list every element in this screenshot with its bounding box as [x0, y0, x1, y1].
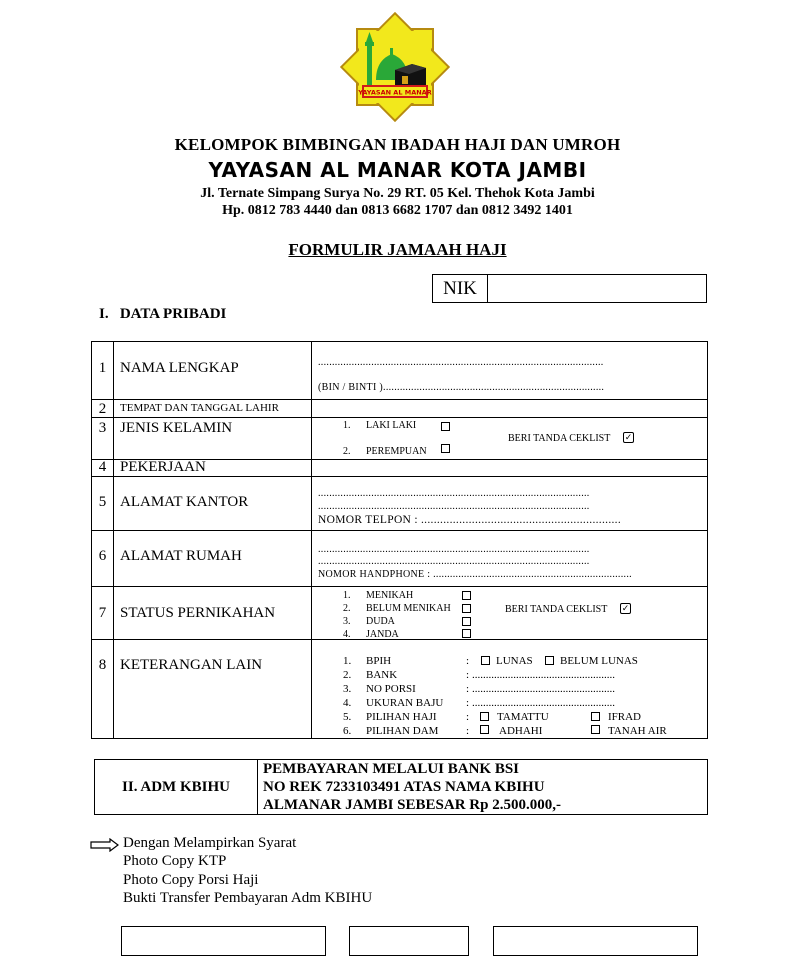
checkbox-belum-menikah[interactable] [462, 604, 471, 613]
checkbox-tamattu[interactable] [480, 712, 489, 721]
requirement-item: Bukti Transfer Pembayaran Adm KBIHU [123, 890, 373, 906]
hint-beri-tanda-ceklist-2: BERI TANDA CEKLIST [505, 604, 608, 615]
arrow-right-icon [90, 838, 120, 852]
adm-kbihu-box [94, 759, 708, 815]
field-bin-binti[interactable]: (BIN / BINTI )............................................................................... [318, 382, 605, 393]
adm-line-3: ALMANAR JAMBI SEBESAR Rp 2.500.000,- [263, 797, 561, 813]
checkbox-perempuan[interactable] [441, 444, 450, 453]
field-alamat-rumah-2[interactable]: ................................................................................................. [318, 556, 590, 567]
svg-text:YAYASAN AL MANAR: YAYASAN AL MANAR [358, 88, 432, 97]
org-phone: Hp. 0812 783 4440 dan 0813 6682 1707 dan 0812 3492 1401 [222, 203, 573, 218]
org-address: Jl. Ternate Simpang Surya No. 29 RT. 05 Kel. Thehok Kota Jambi [200, 186, 595, 201]
checkbox-lunas[interactable] [481, 656, 490, 665]
requirement-item: Photo Copy Porsi Haji [123, 872, 259, 888]
label-pekerjaan: PEKERJAAN [120, 459, 206, 475]
adm-kbihu-label: II. ADM KBIHU [95, 760, 258, 814]
field-nomor-telpon[interactable]: NOMOR TELPON : ............................................................... [318, 514, 622, 526]
nik-input[interactable] [488, 275, 706, 302]
field-pekerjaan[interactable] [314, 460, 704, 475]
section-data-pribadi: I. DATA PRIBADI [99, 306, 227, 322]
checkbox-ifrad[interactable] [591, 712, 600, 721]
nik-box [432, 274, 707, 303]
checkmark-icon: ✓ [621, 603, 630, 613]
checkbox-duda[interactable] [462, 617, 471, 626]
requirements-intro: Dengan Melampirkan Syarat [123, 835, 297, 851]
checkbox-adhahi[interactable] [480, 725, 489, 734]
field-tempat-tanggal-lahir[interactable] [314, 400, 704, 416]
hint-beri-tanda-ceklist: BERI TANDA CEKLIST [508, 433, 611, 444]
label-alamat-rumah: ALAMAT RUMAH [120, 548, 242, 564]
form-title: FORMULIR JAMAAH HAJI [288, 240, 507, 259]
field-nomor-handphone[interactable]: NOMOR HANDPHONE : ....................................................................... [318, 569, 632, 580]
label-tempat-tanggal-lahir: TEMPAT DAN TANGGAL LAHIR [120, 402, 279, 414]
requirement-item: Photo Copy KTP [123, 853, 227, 869]
field-alamat-kantor-1[interactable]: ................................................................................................. [318, 488, 590, 499]
checkbox-janda[interactable] [462, 629, 471, 638]
field-bank[interactable]: .................................................... [472, 669, 615, 681]
signature-box-2[interactable] [349, 926, 469, 956]
checkbox-laki-laki[interactable] [441, 422, 450, 431]
checkmark-icon: ✓ [624, 432, 633, 442]
label-keterangan-lain: KETERANGAN LAIN [120, 657, 263, 673]
field-nama-lengkap[interactable]: ...................................................................................................... [318, 357, 604, 368]
field-alamat-kantor-2[interactable]: ................................................................................................. [318, 501, 590, 512]
checkbox-tanah-air[interactable] [591, 725, 600, 734]
field-no-porsi[interactable]: .................................................... [472, 683, 615, 695]
field-ukuran-baju[interactable]: .................................................... [472, 697, 615, 709]
org-type-heading: KELOMPOK BIMBINGAN IBADAH HAJI DAN UMROH [174, 135, 621, 154]
label-jenis-kelamin: JENIS KELAMIN [120, 420, 233, 436]
adm-line-1: PEMBAYARAN MELALUI BANK BSI [263, 761, 520, 777]
checkbox-belum-lunas[interactable] [545, 656, 554, 665]
signature-box-1[interactable] [121, 926, 326, 956]
signature-box-3[interactable] [493, 926, 698, 956]
checkbox-menikah[interactable] [462, 591, 471, 600]
field-alamat-rumah-1[interactable]: ................................................................................................. [318, 544, 590, 555]
adm-line-2: NO REK 7233103491 ATAS NAMA KBIHU [263, 779, 545, 795]
nik-label: NIK [433, 275, 488, 302]
label-nama-lengkap: NAMA LENGKAP [120, 360, 239, 376]
data-pribadi-table: 1 NAMA LENGKAP ...................................................................................................... (BIN / BINTI )............................................................................... 2 TEMPAT DAN TANGGAL LAHIR 3 JENIS KELAMIN 1. LAKI LAKI 2. PEREMPUAN BERI TANDA CEKLIST ✓ 4 PEKERJAAN 5 ALAMAT KANTOR ................................................................................................. ................................................................................................. NOMOR TELPON : ............................................................... 6 ALAMAT RUMAH ................................................................................................. ................................................................................................. NOMOR HANDPHONE : ....................................................................... 7 STATUS PERNIKAHAN 1. MENIKAH 2. BELUM MENIKAH 3. DUDA 4. JANDA BERI TANDA CEKLIST ✓ 8 KETERANGAN LAIN 1. BPIH : LUNAS BELUM LUNAS 2. BANK : .................................................... 3. NO PORSI : .................................................... 4. UKURAN BAJU : .................................................... 5. PILIHAN HAJI : TAMATTU IFRAD 6. PILIHAN DAM : ADHAHI TANAH AIR [91, 341, 708, 739]
label-alamat-kantor: ALAMAT KANTOR [120, 494, 249, 510]
label-status-pernikahan: STATUS PERNIKAHAN [120, 605, 276, 621]
yayasan-logo [340, 12, 450, 122]
org-name-heading: YAYASAN AL MANAR KOTA JAMBI [208, 158, 587, 182]
